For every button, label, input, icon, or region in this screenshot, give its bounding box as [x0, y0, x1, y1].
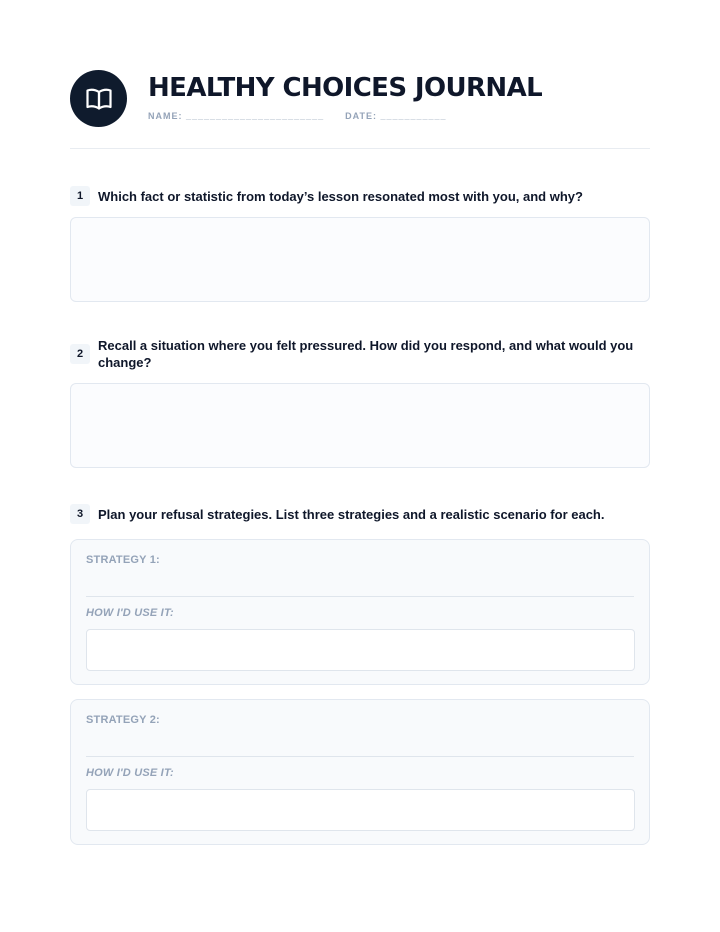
- strategy-write-line[interactable]: [86, 596, 634, 597]
- header-divider: [70, 148, 650, 149]
- name-field[interactable]: NAME: _______________________: [148, 111, 325, 121]
- open-book-icon: [85, 87, 113, 111]
- how-use-label: HOW I'D USE IT:: [86, 607, 174, 619]
- logo-badge: [70, 70, 127, 127]
- question-3: [70, 504, 650, 524]
- strategy-card-1: [70, 539, 650, 685]
- question-1: [70, 186, 650, 206]
- answer-box-2[interactable]: [70, 383, 650, 468]
- answer-box-1[interactable]: [70, 217, 650, 302]
- how-use-label: HOW I'D USE IT:: [86, 767, 174, 779]
- strategy-label: STRATEGY 1:: [86, 554, 160, 566]
- how-use-box[interactable]: [86, 789, 635, 831]
- question-prompt: Plan your refusal strategies. List three strategies and a realistic scenario for each.: [98, 506, 605, 522]
- question-number-badge: 1: [70, 186, 90, 206]
- question-prompt: Which fact or statistic from today’s lesson resonated most with you, and why?: [98, 188, 583, 204]
- question-prompt: Recall a situation where you felt pressured. How did you respond, and what would you change?: [98, 338, 634, 370]
- how-use-box[interactable]: [86, 629, 635, 671]
- page-title: HEALTHY CHOICES JOURNAL: [148, 73, 543, 103]
- strategy-card-2: [70, 699, 650, 845]
- name-date-line: [148, 111, 447, 121]
- strategy-write-line[interactable]: [86, 756, 634, 757]
- strategy-label: STRATEGY 2:: [86, 714, 160, 726]
- question-2: [70, 337, 650, 371]
- question-number-badge: 3: [70, 504, 90, 524]
- date-field[interactable]: DATE: ___________: [345, 111, 447, 121]
- journal-header: [70, 70, 650, 130]
- question-number-badge: 2: [70, 344, 90, 364]
